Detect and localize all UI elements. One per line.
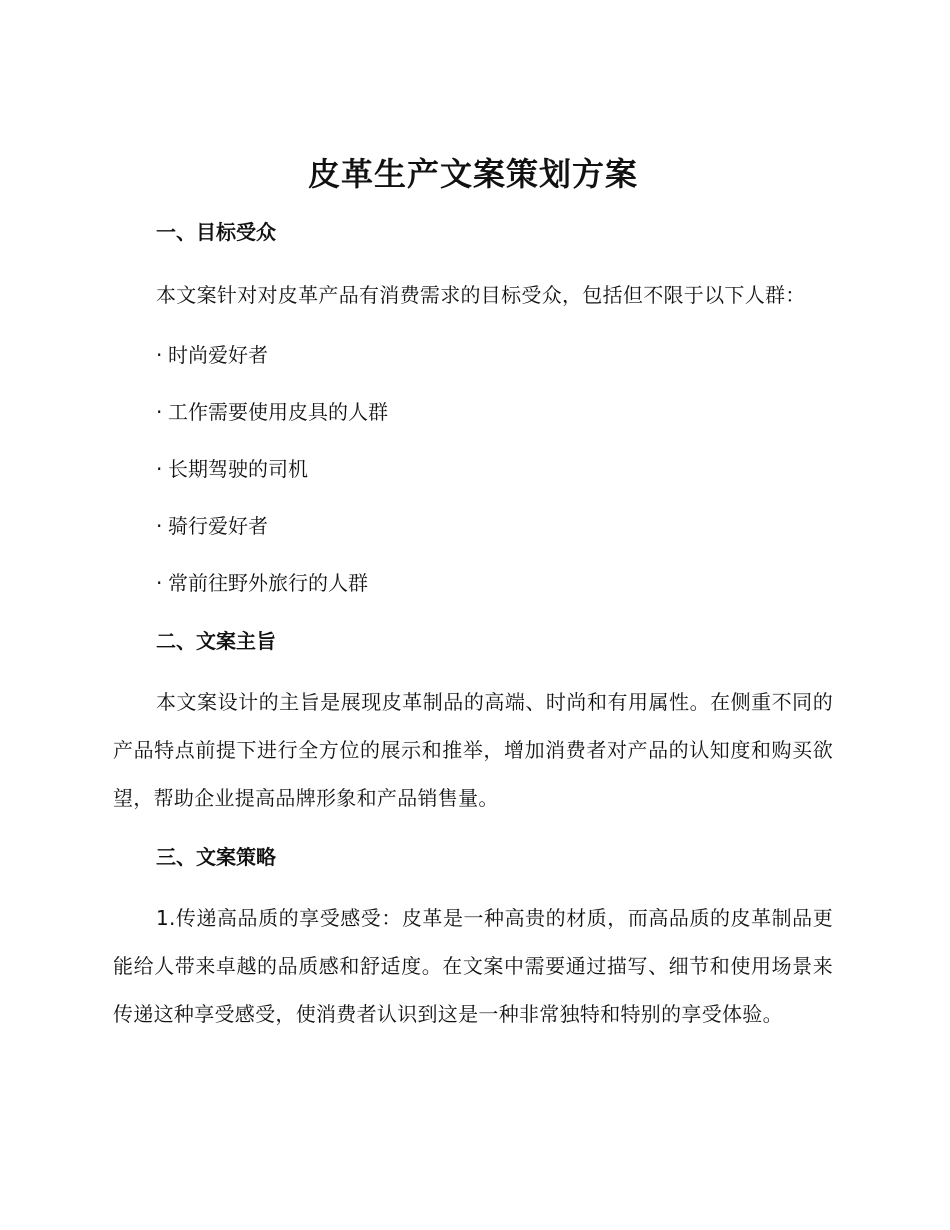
section-intro-paragraph: 本文案针对对皮革产品有消费需求的目标受众，包括但不限于以下人群：	[156, 283, 806, 307]
list-item-text: 时尚爱好者	[168, 343, 268, 367]
list-item	[113, 441, 833, 498]
document-title: 皮革生产文案策划方案	[307, 155, 638, 193]
section-heading-target-audience: 一、目标受众	[156, 220, 276, 244]
section-body-paragraph: 1.传递高品质的享受感受：皮革是一种高贵的材质，而高品质的皮革制品更能给人带来卓越的品质感和舒适度。在文案中需要通过描写、细节和使用场景来传递这种享受感受，使消费者认识到这是一种非常独特和特别的享受体验。	[113, 906, 833, 1026]
list-item	[113, 555, 833, 612]
section-heading-copy-theme: 二、文案主旨	[156, 629, 276, 653]
bullet-dot-icon: ·	[156, 457, 163, 481]
document-content	[113, 145, 833, 1038]
bullet-dot-icon: ·	[156, 571, 163, 595]
list-item-text: 长期驾驶的司机	[168, 457, 308, 481]
audience-list	[113, 327, 833, 612]
bullet-dot-icon: ·	[156, 343, 163, 367]
list-item-text: 常前往野外旅行的人群	[168, 571, 368, 595]
bullet-dot-icon: ·	[156, 514, 163, 538]
section-body-paragraph: 本文案设计的主旨是展现皮革制品的高端、时尚和有用属性。在侧重不同的产品特点前提下进行全方位的展示和推举，增加消费者对产品的认知度和购买欲望，帮助企业提高品牌形象和产品销售量。	[113, 690, 833, 810]
list-item	[113, 498, 833, 555]
bullet-dot-icon: ·	[156, 400, 163, 424]
section-heading-copy-strategy: 三、文案策略	[156, 845, 276, 869]
list-item-text: 工作需要使用皮具的人群	[168, 400, 388, 424]
list-item	[113, 327, 833, 384]
list-item	[113, 384, 833, 441]
list-item-text: 骑行爱好者	[168, 514, 268, 538]
